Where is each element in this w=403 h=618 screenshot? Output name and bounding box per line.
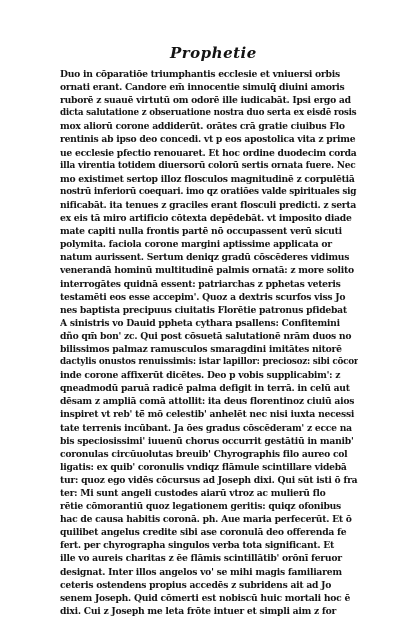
text-line: dño qm̄ bon' zc. Qui post cōsuetā salutationē nrām duos no [60,330,352,342]
text-line: nificabāt. ita tenues z graciles erant flosculi predicti. z serta [60,199,357,211]
text-line: hac de causa habitis coronā. ph. Aue maria perfecerūt. Et ō [60,514,352,526]
text-line: bis speciosissimi' iuuenū chorus occurrit gestātiū in manib' [60,435,354,447]
text-line: bilissimos palmaz ramusculos smaragdini imitātes nitorē [60,343,342,355]
text-line: natum aurissent. Sertum deniqz gradū cōscēderes vidimus [60,252,350,264]
text-line: rentinis ab ipso deo concedi. vt p eos apostolica vita z prime [60,134,356,146]
text-line: testamēti eos esse accepim'. Quoz a dextris scurfos viss Jo [60,291,346,303]
text-line: ornati erant. Candore em̄ innocentie simulq̄ diuini amoris [60,82,345,94]
text-line: ligatis: ex quib' coronulis vndiqz flāmule scintillare videbā [60,461,347,473]
text-line: coronulas circūuolutas breuib' Chyrographis filo aureo col [60,448,348,460]
text-line: polymita. faciola corone margini aptissime applicata or [60,239,332,251]
text-line: dēsam z ampliā comā attollit: ita deus florentinoz ciuiū aios [60,396,355,408]
text-line: designat. Inter illos angelos vo' se mihi magis familiarem [60,566,342,578]
text-line: ruborē z suauē virtutū om odorē ille iudicabāt. Ipsi ergo ad [60,95,351,107]
text-line: nostrū inferiorū coequari. imo qz oratiōes valde spirituales sig [60,186,357,197]
text-line: tur: quoz ego vidēs cōcursus ad Joseph dixi. Qui sūt isti ō fra [60,474,358,486]
text-line: A sinistris vo Dauid ppheta cythara psallens: Confitemini [60,317,340,329]
text-line: mate capiti nulla frontis partē nō occupassent verū sicuti [60,226,342,238]
text-line: tate terrenis incūbant. Ja ōes gradus cōscēderam' z ecce na [60,422,352,434]
text-line: ue ecclesie pfectio renouaret. Et hoc ordine duodecim corda [60,147,357,159]
text-line: dixi. Cui z Joseph me leta frōte intuer et simpli aim z for [60,605,337,617]
text-line: nes baptista precipuus ciuitatis Florētie patronus pfidebat [60,304,347,316]
text-line: illa virentia totidem diuersorū colorū sertis ornata fuere. Nec [60,160,356,171]
running-head: Prophetie [170,44,257,62]
text-line: interrogātes quidnā essent: patriarchas z pphetas veteris [60,278,341,290]
text-line: mo existimet sertop illoz flosculos magnitudinē z corpulētiā [60,173,355,185]
text-line: venerandā hominū multitudinē palmis ornatā: z more solito [60,265,354,277]
text-line: dactylis onustos renuissimis: istar lapillor: preciosoz: sibi cōcor [60,357,358,368]
text-line: quilibet angelus credite sibi ase coronulā deo offerenda fe [60,527,347,539]
text-line: qneadmodū paruā radicē palma defigit in terrā. in celū aut [60,383,350,395]
text-line: senem Joseph. Quid cōmerti est nobiscū huic mortali hoc ē [60,592,351,604]
text-line: ille vo aureis charitas z ēe flāmis scintillātib' orōnī feruor [60,553,342,565]
text-line: dicta salutatione z obseruatione nostra duo serta ex eisdē rosis [60,108,357,119]
text-line: mox aliorū corone addiderūt. orātes crā gratie ciuibus Flo [60,121,345,133]
text-line: ter: Mi sunt angeli custodes aiarū vtroz ac mulierū flo [60,488,326,499]
text-line: fert. per chyrographa singulos verba tota significant. Et [60,540,335,552]
text-line: ex eis tā miro artificio cōtexta depēdebāt. vt imposito diade [60,213,352,225]
text-line: rētie cōmorantiū quoz legationem geritis: quiqz ofonibus [60,501,341,513]
text-line: inspiret vt reb' tē̄ mō celestib' anhelēt nec nisi iuxta necessi [60,409,355,421]
text-line: ceteris ostendens propius accedēs z subridens ait ad Jo [60,579,332,591]
text-line: inde corone affixerūt dicētes. Deo p vobis supplicabim': z [60,370,341,382]
text-block [60,68,358,618]
text-line: Duo in cōparatiōe triumphantis ecclesie et vniuersi orbis [60,69,340,80]
